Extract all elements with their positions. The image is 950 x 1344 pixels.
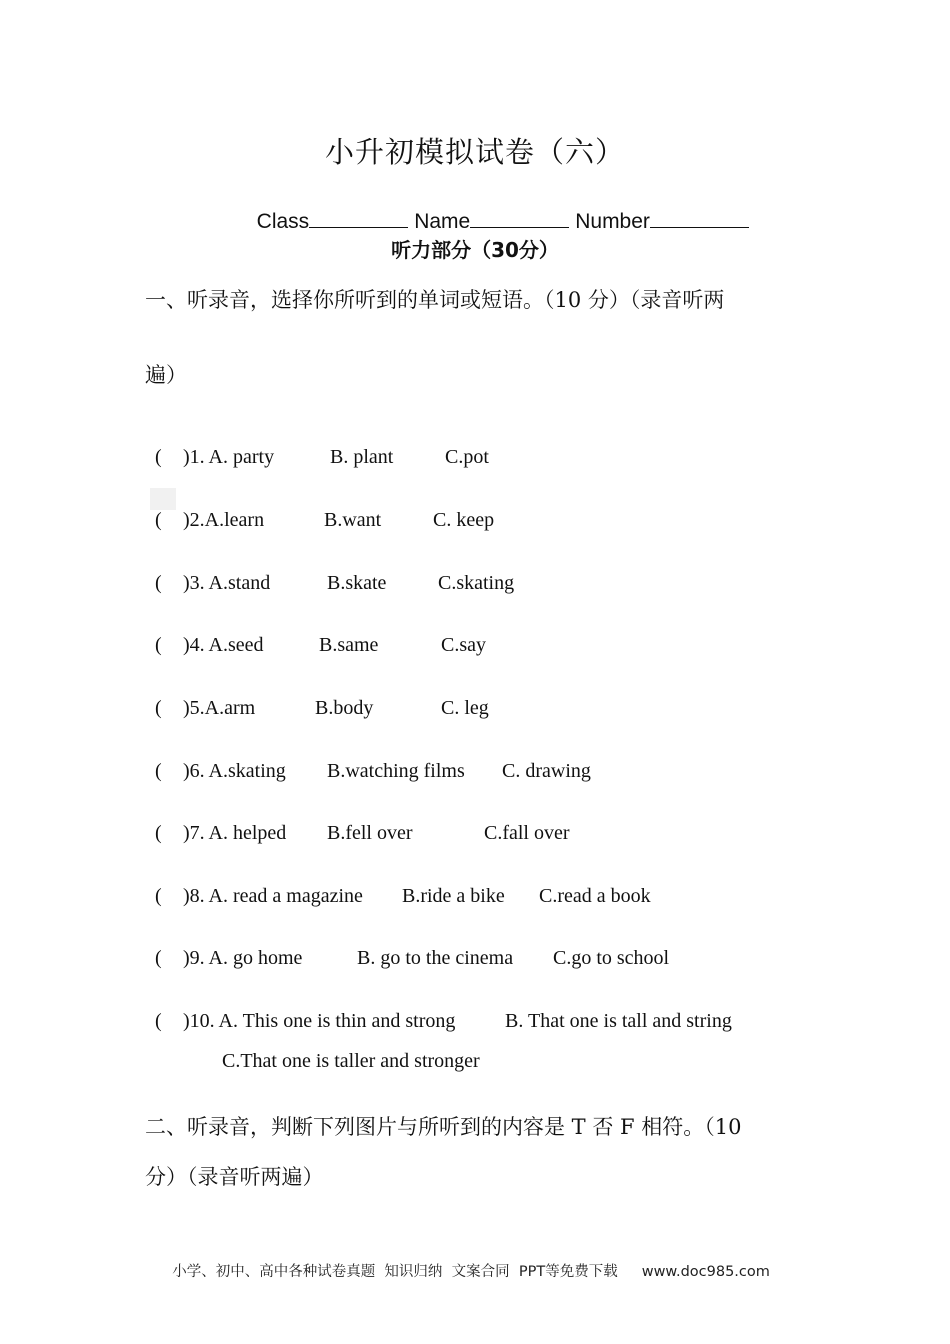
option-b: B.fell over [327, 822, 413, 844]
exam-title: 小升初模拟试卷（六） [324, 135, 625, 169]
answer-paren[interactable]: ( [155, 947, 162, 969]
section1-instruction: 一、听录音，选择你所听到的单词或短语。（10 分）（录音听两 [145, 288, 725, 312]
option-b: B.ride a bike [402, 885, 505, 907]
option-a: )9. A. go home [183, 947, 303, 969]
question-7 [145, 799, 570, 845]
question-6 [145, 737, 591, 783]
answer-paren[interactable]: ( [155, 509, 162, 531]
option-a: )10. A. This one is thin and strong [183, 1010, 456, 1032]
option-c: C.say [441, 634, 486, 656]
question-2 [145, 486, 494, 532]
option-b: B.want [324, 509, 382, 531]
option-b: B.body [315, 697, 374, 719]
question-10-option-c: C.That one is taller and stronger [222, 1050, 480, 1072]
answer-paren[interactable]: ( [155, 1010, 162, 1032]
question-1 [145, 423, 489, 469]
option-b: B.skate [327, 572, 387, 594]
option-c: C. drawing [502, 760, 591, 782]
question-8 [145, 862, 651, 908]
question-10 [145, 987, 732, 1033]
answer-paren[interactable]: ( [155, 822, 162, 844]
question-4 [145, 611, 486, 657]
page-footer [163, 1244, 770, 1281]
option-b: B.same [319, 634, 379, 656]
option-a: )3. A.stand [183, 572, 271, 594]
section1-instruction-cont: 遍） [145, 363, 187, 387]
option-c: C.read a book [539, 885, 651, 907]
option-c: C.skating [438, 572, 515, 594]
answer-paren[interactable]: ( [155, 885, 162, 907]
option-a: )1. A. party [183, 446, 275, 468]
answer-paren[interactable]: ( [155, 697, 162, 719]
option-a: )5.A.arm [183, 697, 256, 719]
answer-paren[interactable]: ( [155, 572, 162, 594]
answer-paren[interactable]: ( [155, 760, 162, 782]
question-9 [145, 924, 669, 970]
answer-paren[interactable]: ( [155, 634, 162, 656]
class-blank[interactable] [309, 209, 408, 228]
class-label: Class [256, 210, 310, 233]
option-a: )8. A. read a magazine [183, 885, 363, 907]
option-a: )4. A.seed [183, 634, 264, 656]
name-blank[interactable] [470, 209, 569, 228]
number-label: Number [575, 210, 650, 233]
option-b: B. go to the cinema [357, 947, 514, 969]
section2-instruction: 二、听录音，判断下列图片与所听到的内容是 T 否 F 相符。（10 [145, 1115, 742, 1139]
option-c: C. leg [441, 697, 489, 719]
option-b: B. That one is tall and string [505, 1010, 732, 1032]
section2-instruction-cont: 分）（录音听两遍） [145, 1165, 324, 1189]
option-a: )2.A.learn [183, 509, 265, 531]
name-label: Name [414, 210, 471, 233]
listening-heading: 听力部分（30分） [391, 238, 559, 262]
number-blank[interactable] [650, 209, 749, 228]
question-5 [145, 674, 489, 720]
student-info-line [245, 185, 749, 234]
option-c: C. keep [433, 509, 495, 531]
option-b: B.watching films [327, 760, 465, 782]
footer-url[interactable]: www.doc985.com [641, 1264, 770, 1280]
option-a: )6. A.skating [183, 760, 286, 782]
option-c: C.pot [445, 446, 489, 468]
option-a: )7. A. helped [183, 822, 287, 844]
footer-text: 小学、初中、高中各种试卷真题 知识归纳 文案合同 PPT等免费下载 [172, 1264, 618, 1280]
option-b: B. plant [330, 446, 394, 468]
option-c: C.fall over [484, 822, 570, 844]
answer-paren[interactable]: ( [155, 446, 162, 468]
question-3 [145, 549, 514, 595]
option-c: C.go to school [553, 947, 670, 969]
